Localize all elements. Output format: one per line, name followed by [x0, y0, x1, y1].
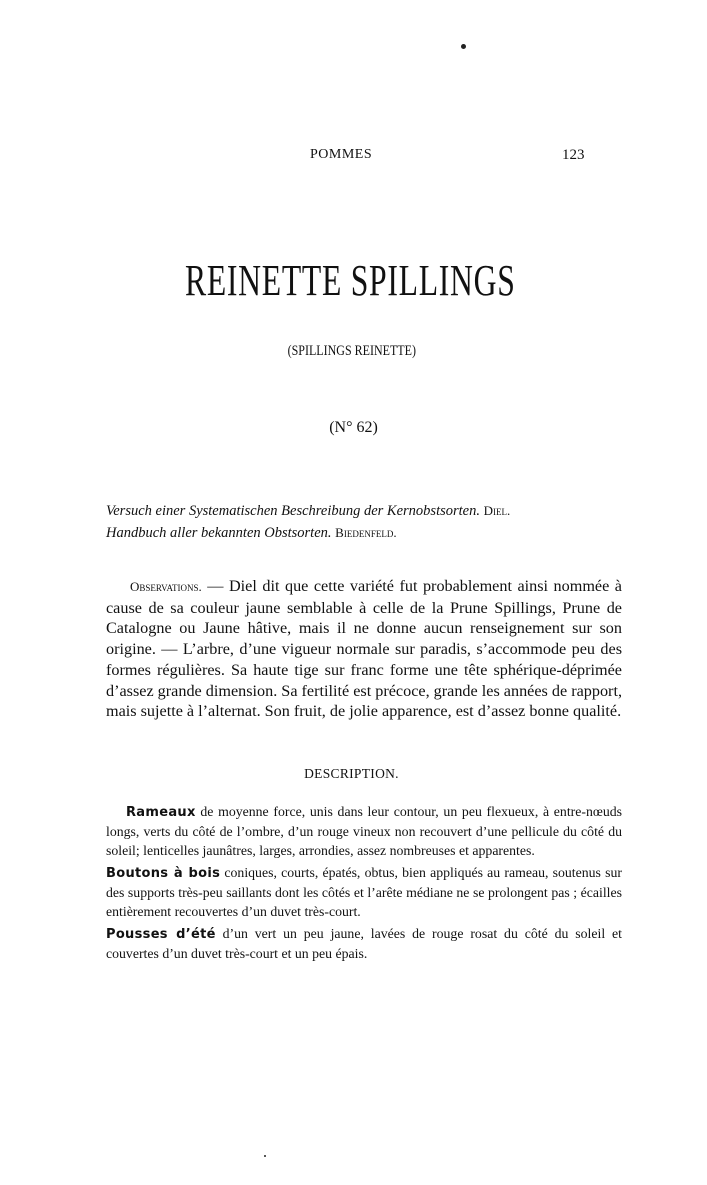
description-item	[106, 863, 622, 921]
description-heading: DESCRIPTION.	[304, 766, 399, 781]
page-title: REINETTE SPILLINGS	[184, 256, 516, 305]
variety-number: (N° 62)	[329, 419, 378, 436]
description-term: Rameaux	[126, 805, 196, 820]
references	[106, 500, 626, 544]
description-term: Pousses d’été	[106, 927, 216, 942]
description-text: d’un vert un peu jaune, lavées de rouge rosat du côté du soleil et couvertes d’un duvet très-court et un peu épais.	[106, 926, 622, 961]
observations-label: Observations.	[130, 579, 202, 594]
observations-paragraph	[106, 576, 622, 722]
reference	[106, 500, 626, 522]
reference-work: Versuch einer Systematischen Beschreibung der Kernobstsorten.	[106, 503, 480, 519]
description-text: de moyenne force, unis dans leur contour, un peu flexueux, à entre-nœuds longs, verts du côté de l’ombre, d’un rouge vineux non recouvert d’une pellicule du côté du soleil; lenticelles jaunâtres, larges, arrondies, assez nombreuses et apparentes.	[106, 804, 622, 858]
running-title: POMMES	[310, 147, 373, 162]
page-number: 123	[562, 147, 585, 163]
reference-work: Handbuch aller bekannten Obstsorten.	[106, 525, 332, 541]
description-term: Boutons à bois	[106, 866, 221, 881]
reference-author: Diel.	[483, 503, 511, 518]
scan-speck	[264, 1155, 266, 1157]
scan-speck	[461, 44, 466, 49]
reference-author: Biedenfeld.	[335, 525, 397, 540]
description-text: coniques, courts, épatés, obtus, bien appliqués au rameau, soutenus sur des supports très-peu saillants dont les côtés et l’arête médiane ne se prolongent pas ; écailles entièrement recouvertes d’un duvet très-court.	[106, 865, 622, 919]
description-item	[106, 802, 622, 860]
reference	[106, 522, 626, 544]
observations-text: — Diel dit que cette variété fut probablement ainsi nommée à cause de sa couleur jaune semblable à celle de la Prune Spillings, Prune de Catalogne ou Jaune hâtive, mais il ne donne aucun renseignement sur son origine. — L’arbre, d’une vigueur normale sur paradis, s’accommode peu des formes régulières. Sa haute tige sur franc forme une tête sphérique-déprimée d’assez grande dimension. Sa fertilité est précoce, grande les années de rapport, mais sujette à l’alternat. Son fruit, de jolie apparence, est d’assez bonne qualité.	[106, 577, 622, 721]
subtitle: (SPILLINGS REINETTE)	[287, 343, 416, 359]
description-body	[106, 802, 622, 966]
description-item	[106, 924, 622, 963]
